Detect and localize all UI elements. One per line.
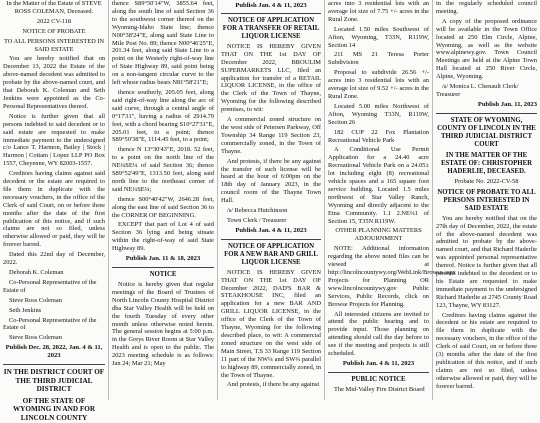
- publish-dates: Publish Jan. 11 & 18, 2023: [125, 255, 201, 263]
- notice-paragraph: OTHER PLANNING MATTERS ADJOURNMENT: [335, 227, 422, 243]
- alpine-ordinance-notice: [436, 0, 537, 109]
- notice-paragraph: And protests, if there be any against: [227, 381, 320, 389]
- notice-paragraph: 211 MS 21 Teresa Porter Subdivision: [328, 51, 429, 67]
- publish-dates: Publish Jan. 4 & 11, 2023: [342, 359, 415, 367]
- court-heading: IN THE DISTRICT COURT OF THE THIRD JUDICIAL DISTRICT: [3, 368, 105, 394]
- notice-heading: PUBLIC NOTICE: [351, 375, 406, 383]
- signature-line: /s/ Monica L. Chenault Clerk/ Treasurer: [436, 83, 519, 98]
- bar-and-grill-license-notice: [221, 243, 321, 390]
- divider: [221, 13, 321, 14]
- notice-paragraph: NOTICE IS HEREBY GIVEN THAT ON THE 1st DAY OF December 2022, DAD'S BAR & STEAKHOUSE INC, filed an application for a new BAR AND GRILL LIQUOR LICENSE, in the office of the Clerk of the Town of Thayne, Wyoming for the following described place, to wit: A commercial zoned structure on the west side of Main Street, T.S 33 Range 119 Section 11 part of the NW¼ and SW¼ parallel to highway 89, commercially zoned, in the Town of Thayne.: [221, 268, 321, 379]
- signature-line: Steve Ross Coleman: [9, 334, 62, 342]
- signature-line: Co-Personal Representative of the Estate of: [3, 316, 97, 332]
- notice-paragraph: You are hereby notified that on the 27th day of December, 2022, the estate of the above-named decedent was admitted to probate by the above-named court, and that Richard Haderlie was appointed personal representative thereof. Notice is further given that all persons indebted to the decedent or to his Estate are requested to make immediate payment to the undersigned Richard Haderlie at 2745 County Road 123, Thayne, WY 83127.: [436, 214, 537, 309]
- signature-line: Town Clerk / Treasurer: [227, 216, 287, 224]
- divider: [328, 372, 429, 373]
- notice-paragraph: thence S00°40'42"W, 2646.28 feet, along the east line of said Section 36 to the CORNER OF BEGINNING.: [112, 195, 214, 219]
- notice-paragraph: thence S89°50'14"W, 3855.64 feet, along the south line of said Section 36 to the southwest corner thereof on the Wyoming-Idaho State line; thence N00°38'24"E, along said State Line to Mile Post No. 89; thence N00°46'25"E, 201.34 feet, along said State Line to a point on the Westerly right-of-way line of State Highway 89, said point being on a non-tangent circular curve to the left whose radius bears N81°58'21"E;: [112, 0, 214, 87]
- fire-district-notice: [328, 376, 429, 394]
- divider: [221, 239, 321, 240]
- signature-line: Deborah K. Coleman: [9, 269, 64, 276]
- legal-description-notice: [112, 0, 214, 263]
- notice-paragraph: Proposal to subdivide 26.56 +/- acres into 3 residential lots with an average lot size of 9.52 +/- acres in the Rural Zone.: [328, 69, 429, 100]
- signature-line: Steve Ross Coleman: [9, 296, 62, 304]
- column-3: [218, 0, 325, 400]
- notice-paragraph: Creditors having claims against said decedent or the estate are required to file them in duplicate with the necessary vouchers, in the office of the Clerk of said Court, on or before three months after the date of the first publication of this notice, and if such claims are not so filed, unless otherwise allowed or paid, they will be forever barred.: [3, 170, 105, 249]
- notice-paragraph: NOTE: Additional information regarding the above noted files can be viewed at http://lincolncountywy.org/WebLink/Browse.aspx Projects for Planning OR www.lincolncountywy.gov Public Services, Public Records, click on Browse Projects for Planning.: [328, 245, 456, 308]
- notice-paragraph: 182 CUP 22 Fox Plantation Recreational Vehicle Park: [328, 128, 429, 144]
- notice-paragraph: A Conditional Use Permit Application for a 24.40 acre Recreational Vehicle Park on a 24.05± lot including eight (8) recreational vehicle spaces and a 165 square foot service building. Located 1.5 miles northwest of Star Valley Ranch, Wyoming and directly adjacent to the Etna Community. 1.1 2.NE¼1 of Section 15, T35N R119W.: [328, 146, 429, 225]
- divider: [3, 364, 105, 365]
- dated-line: Dated this 22nd day of December, 2022.: [3, 251, 105, 267]
- notice-paragraph: The Mid-Valley Fire District Board: [334, 385, 425, 393]
- case-number: 2022 CV-118: [36, 17, 72, 25]
- notice-paragraph: thence southerly, 205.05 feet, along said right-of-way line along the arc of said curve, through a central angle of 0°17'31", having a radius of 2914.79 feet, with a chord bearing S10°27'31"E, 205.01 feet, to a point; thence S89°50'38"E, 1114.45 feet, to a point;: [112, 88, 214, 144]
- notice-paragraph: A copy of the proposed ordinance will be available in the Town Office located at 250 Elm Circle, Alpine, Wyoming, as well as the website www.alpinewy.gov. Town Council Meetings are held at the Alpine Town Hall located at 250 River Circle, Alpine, Wyoming.: [436, 17, 537, 81]
- planning-hearing-notice: [328, 0, 456, 368]
- notice-paragraph: in the regularly scheduled council meeting.: [436, 0, 537, 15]
- notice-heading: NOTICE: [149, 271, 177, 278]
- notice-paragraph: Located 1.50 miles Southwest of Afton, Wyoming, T33N, R119W, Section 14: [328, 25, 429, 49]
- notice-paragraph: Notice is further given that all persons indebted to said decedent or to said estate are requested to make immediate payment to the undersigned c/o Lance T. Harmon, Bailey | Stock | Harmon | Cottam | Lopez LLP PO Box 1557, Cheyenne, WY 82003-1557.: [3, 112, 105, 168]
- notice-paragraph: All interested citizens are invited to attend the public hearing and to provide input. Those planning on attending should call the day before to see if the meeting and projects is still scheduled.: [328, 310, 429, 358]
- publish-dates: Publish Jan. 4 & 11, 2023: [235, 226, 307, 234]
- signature-line: Co-Personal Representative of the Estate of: [3, 278, 97, 294]
- probate-number: Probate No. 2022-CV-58: [454, 177, 519, 185]
- signature-line: Seth Jenkins: [9, 306, 42, 314]
- divider: [436, 113, 537, 114]
- notice-heading: NOTICE OF APPLICATION FOR A NEW BAR AND GRILL LIQUOR LICENSE: [224, 242, 318, 266]
- retail-liquor-transfer-notice: [221, 17, 321, 235]
- notice-title: NOTICE OF PROBATE: [22, 27, 86, 35]
- column-2: [109, 0, 218, 400]
- notice-paragraph: A commercial zoned structure on the west side of Petersen Parkway, Off Township 34 Range 119 Section 23, commercially zoned, in the Town of Thayne.: [221, 116, 321, 155]
- notice-paragraph: Notice is hereby given that regular meetings of the Board of Trustees of North Lincoln County Hospital District dba Star Valley Health will be held on the fourth Tuesday of every other month unless otherwise noted herein. The general session begins at 5:00 p.m. in the Greys River Room at Star Valley Health and is open to the public. The 2023 meeting schedule is as follows: Jan 24; Mar 21; May: [112, 281, 214, 368]
- column-5: [433, 0, 540, 400]
- notice-paragraph: thence N 13°30'43"E, 2018. 52 feet, to a point on the north line of the NE¼SE¼ of said Section 36; thence S89°52'49"E, 1313.50 feet, along said north line to the northeast corner of said NE¼SE¼;: [112, 146, 214, 193]
- notice-title: NOTICE OF PROBATE TO ALL PERSONS INTERESTED IN SAID ESTATE: [437, 188, 536, 212]
- publish-dates: Publish Jan. 4 & 11, 2023: [235, 2, 307, 9]
- notice-paragraph: NOTICE IS HEREBY GIVEN THAT ON THE 1st DAY OF December 2022, BROULIM SUPERMARKETS LLC, filed an application for transfer of a RETAIL LIQUOR LICENSE, in the office of the Clerk of the Town of Thayne, Wyoming for the following described premises, to wit:: [221, 42, 321, 114]
- column-4: [325, 0, 456, 400]
- estate-caption: IN THE MATTER OF THE ESTATE OF: CHRISTOPHER HADERLIE, DECEASED.: [440, 151, 533, 175]
- notice-paragraph: Creditors having claims against the decedent or his estate are required to file them in duplicate with the necessary vouchers, in the office of the Clerk of said Court, on or before three (3) months after the date of the first publication of this notice, and if such claims are not so filed, unless otherwise allowed or paid, they will be forever barred.: [436, 311, 537, 390]
- publish-dates: Publish Dec. 28, 2022, Jan. 4 & 11, 2023: [5, 344, 103, 360]
- divider: [112, 267, 214, 268]
- notice-paragraph: You are hereby notified that on December 13, 2022 the Estate of the above-named decedent was admitted to probate by the above-named court, and that Deborah K. Coleman and Seth Jenkins were appointed as the Co-Personal Representatives thereof.: [3, 55, 105, 110]
- court-heading: STATE OF WYOMING, COUNTY OF LINCOLN IN THE THIRD JUDICIAL DISTRICT COURT: [437, 116, 536, 148]
- hospital-board-notice: [112, 271, 214, 368]
- haderlie-probate-notice: [436, 117, 537, 391]
- column-1: [0, 0, 109, 423]
- notice-heading: NOTICE OF APPLICATION FOR A TRANSFER OF RETAIL LIQUOR LICENSE: [222, 16, 320, 40]
- estate-caption: In the Matter of the Estate of STEVE ROSS COLEMAN, Deceased.: [6, 0, 102, 15]
- notice-paragraph: And protests, if there be any against the transfer of such license will be heard at the hour of 6:00pm on the 18th day of January 2023, in the council room of the Thayne Town Hall.: [221, 157, 321, 205]
- signature-line: /s/ Rebecca Hutchinson: [227, 207, 288, 215]
- notice-addressee: TO ALL PERSONS INTERESTED IN SAID ESTATE: [3, 37, 105, 53]
- coleman-probate-notice: [3, 0, 105, 360]
- notice-paragraph: Located 5.00 miles Northwest of Afton, Wyoming T33N, R119W, Section 26: [328, 102, 429, 126]
- publish-dates: Publish Jan. 11, 2023: [477, 100, 537, 108]
- notice-paragraph: EXCEPT that part of Lot 4 of said Section 36 lying and being situate within the right-of-way of said State Highway 89.: [112, 221, 214, 253]
- notice-paragraph: acres into 3 residential lots with an average lot size of 7.75 +/- acres in the Rural Zone.: [328, 0, 429, 23]
- court-heading: OF THE STATE OF WYOMING IN AND FOR LINCOLN COUNTY: [12, 396, 96, 423]
